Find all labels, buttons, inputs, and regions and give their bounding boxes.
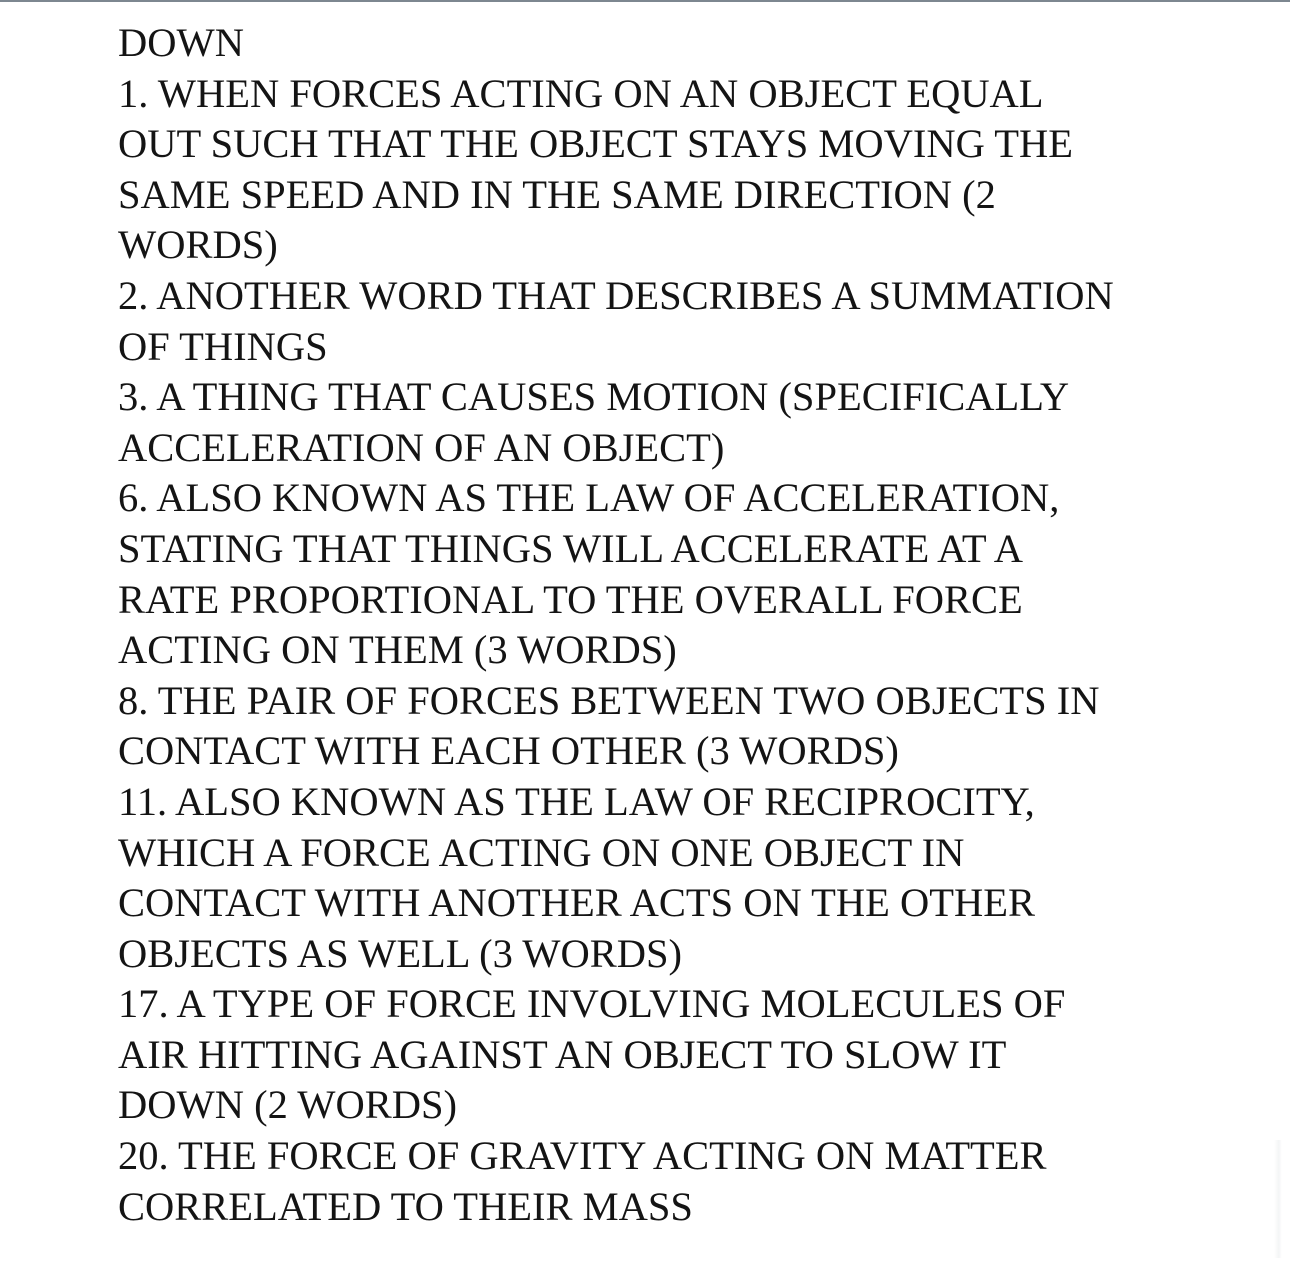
clue-line: OBJECTS AS WELL (3 WORDS) bbox=[118, 930, 683, 976]
clue-line: CORRELATED TO THEIR MASS bbox=[118, 1183, 693, 1229]
clue-line: STATING THAT THINGS WILL ACCELERATE AT A bbox=[118, 525, 1024, 571]
clue-line: RATE PROPORTIONAL TO THE OVERALL FORCE bbox=[118, 576, 1023, 622]
clue-line: 20. THE FORCE OF GRAVITY ACTING ON MATTER bbox=[118, 1133, 1047, 1179]
clue-line: 17. A TYPE OF FORCE INVOLVING MOLECULES OF bbox=[118, 981, 1066, 1027]
clue-line: 11. ALSO KNOWN AS THE LAW OF RECIPROCITY, bbox=[118, 778, 1035, 824]
clue-line: 2. ANOTHER WORD THAT DESCRIBES A SUMMATION bbox=[118, 272, 1114, 318]
clue-line: CONTACT WITH ANOTHER ACTS ON THE OTHER bbox=[118, 880, 1036, 926]
clue-list bbox=[118, 18, 1218, 1232]
clue-line: 1. WHEN FORCES ACTING ON AN OBJECT EQUAL bbox=[118, 70, 1044, 116]
page-edge-shadow bbox=[1274, 1140, 1282, 1258]
top-border bbox=[0, 0, 1290, 2]
clue-line: 8. THE PAIR OF FORCES BETWEEN TWO OBJECTS IN bbox=[118, 677, 1100, 723]
clue-line: OF THINGS bbox=[118, 323, 328, 369]
clue-line: DOWN (2 WORDS) bbox=[118, 1082, 457, 1128]
clue-line: CONTACT WITH EACH OTHER (3 WORDS) bbox=[118, 728, 899, 774]
clue-line: 6. ALSO KNOWN AS THE LAW OF ACCELERATION, bbox=[118, 475, 1060, 521]
clue-line: AIR HITTING AGAINST AN OBJECT TO SLOW IT bbox=[118, 1031, 1007, 1077]
clue-line: ACTING ON THEM (3 WORDS) bbox=[118, 627, 677, 673]
clues-heading: DOWN bbox=[118, 20, 244, 65]
clue-line: WHICH A FORCE ACTING ON ONE OBJECT IN bbox=[118, 829, 965, 875]
clue-line: 3. A THING THAT CAUSES MOTION (SPECIFICALLY bbox=[118, 374, 1070, 420]
clue-line: SAME SPEED AND IN THE SAME DIRECTION (2 bbox=[118, 171, 996, 217]
clue-line: OUT SUCH THAT THE OBJECT STAYS MOVING THE bbox=[118, 121, 1074, 167]
clue-line: WORDS) bbox=[118, 222, 278, 268]
clue-line: ACCELERATION OF AN OBJECT) bbox=[118, 424, 725, 470]
